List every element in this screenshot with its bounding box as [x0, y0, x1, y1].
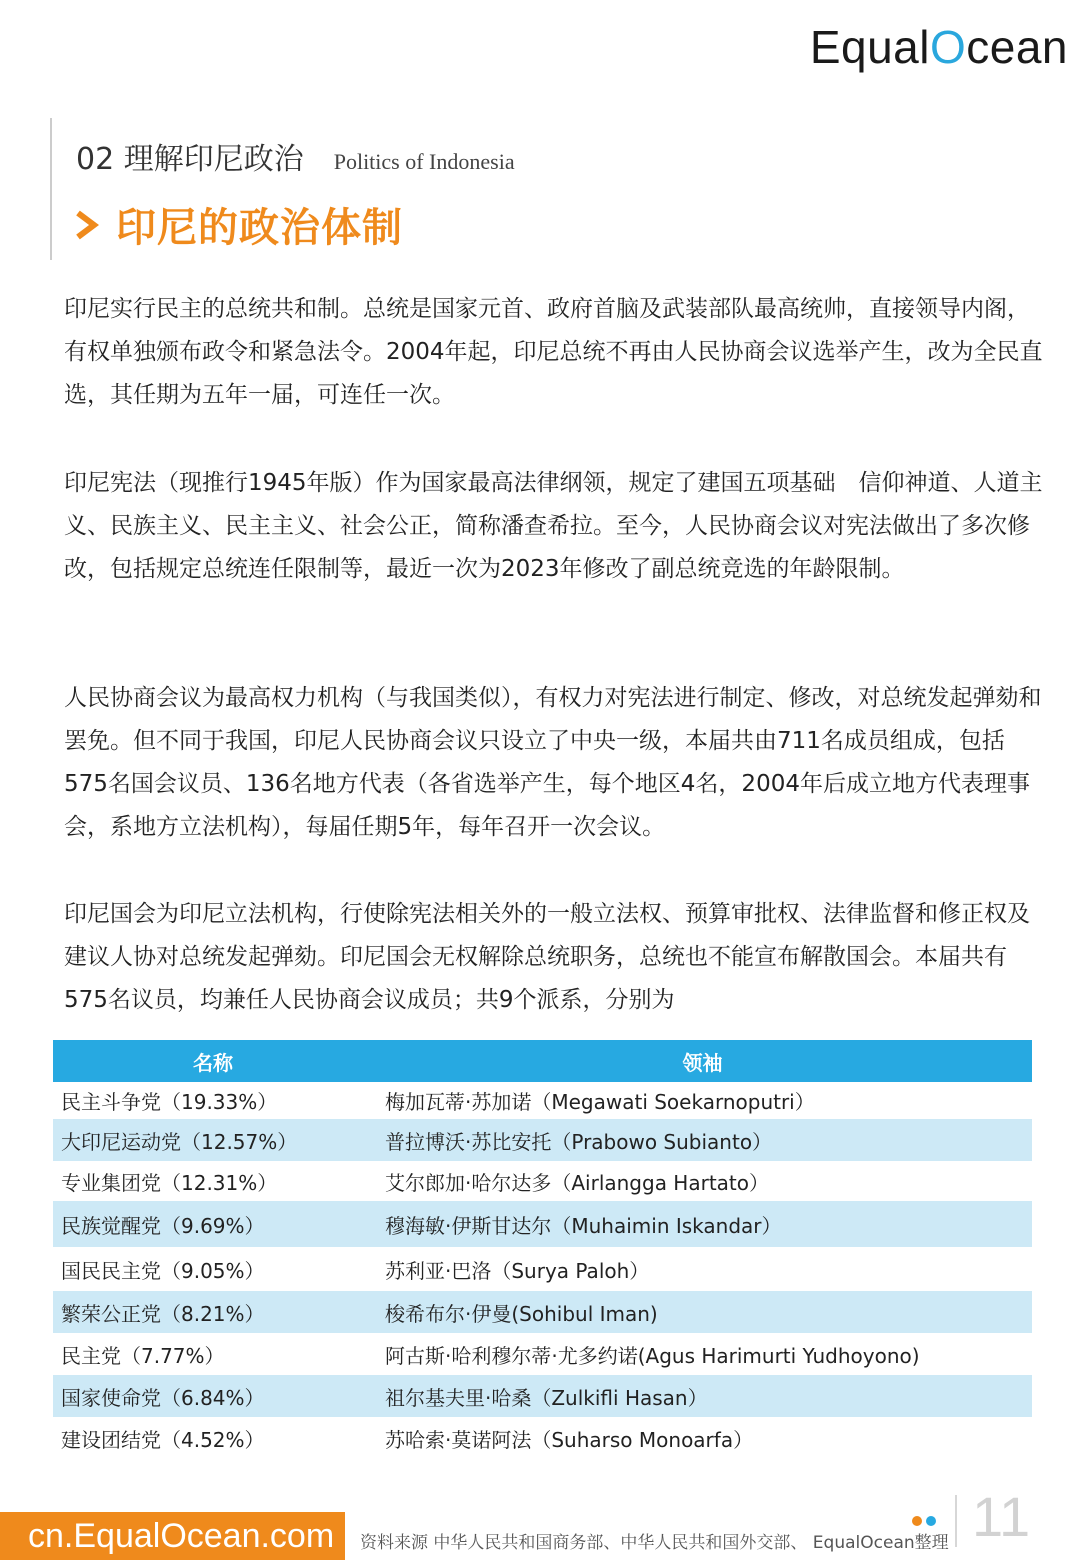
party-name: 大印尼运动党（12.57%） [53, 1119, 373, 1161]
blue-dot-icon [926, 1516, 936, 1526]
footer-divider [955, 1495, 957, 1547]
party-name: 国民民主党（9.05%） [61, 1258, 265, 1283]
paragraph-presidential-system: 印尼实行民主的总统共和制。总统是国家元首、政府首脑及武装部队最高统帅，直接领导内阁，有权单独颁布政令和紧急法令。2004年起，印尼总统不再由人民协商会议选举产生，改为全民直选，其任期为五年一届，可连任一次。 [64, 296, 1043, 408]
header-leader: 领袖 [373, 1040, 1032, 1082]
party-name: 繁荣公正党（8.21%） [53, 1291, 373, 1333]
party-table [53, 1040, 1032, 1459]
table-row [53, 1247, 1032, 1291]
table-row [53, 1082, 1032, 1119]
table-row [53, 1291, 1032, 1333]
logo-suffix: cean [966, 21, 1068, 73]
section-divider [50, 118, 52, 260]
party-leader: 穆海敏·伊斯甘达尔（Muhaimin Iskandar） [373, 1201, 1032, 1247]
chevron-right-icon [72, 205, 102, 245]
paragraph-mpr: 人民协商会议为最高权力机构（与我国类似），有权力对宪法进行制定、修改，对总统发起弹劾和罢免。但不同于我国，印尼人民协商会议只设立了中央一级，本届共由711名成员组成，包括575名国会议员、136名地方代表（各省选举产生，每个地区4名，2004年后成立地方代表理事会，系地方立法机构），每届任期5年，每年召开一次会议。 [64, 685, 1042, 840]
page-title: 印尼的政治体制 [116, 205, 403, 251]
table-row [53, 1417, 1032, 1459]
orange-dot-icon [912, 1516, 922, 1526]
equalocean-logo [810, 20, 1068, 74]
party-name: 民主党（7.77%） [61, 1343, 225, 1368]
party-name: 民族觉醒党（9.69%） [53, 1201, 373, 1247]
party-leader: 艾尔郎加·哈尔达多（Airlangga Hartato） [385, 1170, 770, 1195]
table-row [53, 1119, 1032, 1161]
table-row [53, 1375, 1032, 1417]
party-name: 国家使命党（6.84%） [53, 1375, 373, 1417]
footer-website-link[interactable]: cn.EqualOcean.com [0, 1512, 345, 1560]
table-row [53, 1333, 1032, 1375]
section-english-title: Politics of Indonesia [333, 149, 515, 174]
section-header [76, 134, 515, 178]
paragraph-parliament: 印尼国会为印尼立法机构，行使除宪法相关外的一般立法权、预算审批权、法律监督和修正权及建议人协对总统发起弹劾。印尼国会无权解除总统职务，总统也不能宣布解散国会。本届共有575名议员，均兼任人民协商会议成员；共9个派系，分别为 [64, 901, 1030, 1013]
table-row [53, 1201, 1032, 1247]
page-title-row [72, 196, 403, 253]
party-leader: 苏利亚·巴洛（Surya Paloh） [385, 1258, 650, 1283]
section-title: 02 理解印尼政治 [76, 142, 304, 177]
logo-prefix: Equal [809, 21, 930, 73]
party-name: 专业集团党（12.31%） [61, 1170, 278, 1195]
footer-dots [912, 1511, 940, 1530]
paragraph-constitution: 印尼宪法（现推行1945年版）作为国家最高法律纲领，规定了建国五项基础 信仰神道、人道主义、民族主义、民主主义、社会公正，简称潘查希拉。至今，人民协商会议对宪法做出了多次修改，包括规定总统连任限制等，最近一次为2023年修改了副总统竞选的年龄限制。 [64, 470, 1043, 582]
party-leader: 普拉博沃·苏比安托（Prabowo Subianto） [373, 1119, 1032, 1161]
table-row [53, 1161, 1032, 1201]
party-leader: 祖尔基夫里·哈桑（Zulkifli Hasan） [373, 1375, 1032, 1417]
party-leader: 苏哈索·莫诺阿法（Suharso Monoarfa） [385, 1427, 754, 1452]
party-leader: 梅加瓦蒂·苏加诺（Megawati Soekarnoputri） [385, 1090, 815, 1114]
header-name: 名称 [53, 1040, 373, 1082]
logo-o-letter: O [929, 21, 967, 73]
footer-source: 资料来源 中华人民共和国商务部、中华人民共和国外交部、 EqualOcean整理 [360, 1533, 949, 1553]
party-leader: 阿古斯·哈利穆尔蒂·尤多约诺(Agus Harimurti Yudhoyono) [385, 1343, 920, 1368]
party-leader: 梭希布尔·伊曼(Sohibul Iman) [373, 1291, 1032, 1333]
party-name: 民主斗争党（19.33%） [61, 1090, 278, 1114]
table-header-row [53, 1040, 1032, 1082]
page-number: 11 [972, 1485, 1031, 1548]
party-name: 建设团结党（4.52%） [61, 1427, 265, 1452]
